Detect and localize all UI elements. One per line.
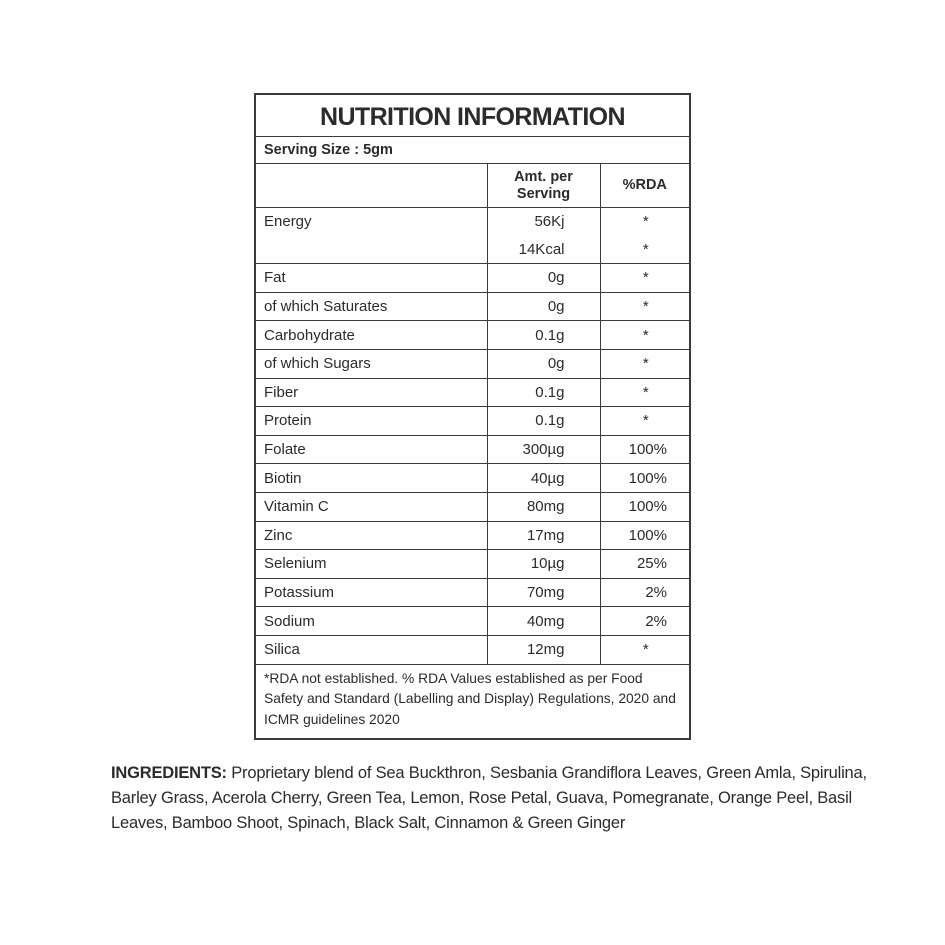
nutrient-rda: * — [600, 292, 689, 321]
nutrient-amount: 0g — [487, 292, 600, 321]
nutrient-name: of which Sugars — [256, 349, 487, 378]
table-row — [256, 292, 689, 321]
nutrient-amount: 40mg — [487, 607, 600, 636]
nutrient-rda: 100% — [600, 521, 689, 550]
nutrient-rda: 100% — [600, 492, 689, 521]
nutrient-name — [256, 236, 487, 264]
table-row — [256, 264, 689, 293]
nutrient-name: Vitamin C — [256, 492, 487, 521]
nutrient-name: Sodium — [256, 607, 487, 636]
nutrient-amount: 56Kj — [487, 208, 600, 236]
nutrient-name: Protein — [256, 407, 487, 436]
nutrient-rda: * — [600, 236, 689, 264]
column-header-amount: Amt. per Serving — [487, 164, 600, 208]
table-row — [256, 435, 689, 464]
ingredients-section — [111, 761, 871, 836]
table-body — [256, 208, 689, 665]
nutrient-amount: 12mg — [487, 635, 600, 664]
table-row — [256, 349, 689, 378]
nutrient-name: Potassium — [256, 578, 487, 607]
table-row — [256, 635, 689, 664]
nutrient-amount: 0.1g — [487, 407, 600, 436]
nutrient-amount: 0g — [487, 264, 600, 293]
nutrient-amount: 70mg — [487, 578, 600, 607]
nutrient-amount: 14Kcal — [487, 236, 600, 264]
table-row — [256, 550, 689, 579]
ingredients-label: INGREDIENTS: — [111, 764, 227, 782]
table-row — [256, 578, 689, 607]
nutrient-amount: 0g — [487, 349, 600, 378]
nutrient-name: Energy — [256, 208, 487, 236]
nutrient-rda: * — [600, 378, 689, 407]
nutrient-rda: 2% — [600, 578, 689, 607]
column-header-rda: %RDA — [600, 164, 689, 208]
table-row — [256, 378, 689, 407]
nutrient-name: Selenium — [256, 550, 487, 579]
nutrient-rda: 100% — [600, 435, 689, 464]
nutrient-amount: 17mg — [487, 521, 600, 550]
ingredients-text: Proprietary blend of Sea Buckthron, Sesbania Grandiflora Leaves, Green Amla, Spirulina, Barley Grass, Acerola Cherry, Green Tea, Lemon, Rose Petal, Guava, Pomegranate, Orange Peel, Basil Leaves, Bamboo Shoot, Spinach, Black Salt, Cinnamon & Green Ginger — [111, 764, 867, 832]
table-row — [256, 464, 689, 493]
nutrition-table — [256, 164, 689, 665]
nutrient-amount: 0.1g — [487, 378, 600, 407]
nutrient-name: of which Saturates — [256, 292, 487, 321]
nutrient-amount: 300µg — [487, 435, 600, 464]
nutrient-amount: 80mg — [487, 492, 600, 521]
nutrient-amount: 10µg — [487, 550, 600, 579]
nutrient-name: Folate — [256, 435, 487, 464]
serving-size: Serving Size : 5gm — [256, 137, 689, 164]
table-row — [256, 236, 689, 264]
nutrient-rda: 25% — [600, 550, 689, 579]
nutrient-rda: 2% — [600, 607, 689, 636]
nutrient-rda: * — [600, 407, 689, 436]
nutrient-rda: * — [600, 349, 689, 378]
nutrient-rda: 100% — [600, 464, 689, 493]
nutrient-amount: 40µg — [487, 464, 600, 493]
nutrient-amount: 0.1g — [487, 321, 600, 350]
nutrient-name: Fiber — [256, 378, 487, 407]
nutrient-rda: * — [600, 635, 689, 664]
nutrient-name: Carbohydrate — [256, 321, 487, 350]
panel-title: NUTRITION INFORMATION — [256, 95, 689, 137]
nutrient-name: Silica — [256, 635, 487, 664]
nutrient-rda: * — [600, 264, 689, 293]
table-row — [256, 492, 689, 521]
nutrient-name: Fat — [256, 264, 487, 293]
column-header-name — [256, 164, 487, 208]
nutrient-rda: * — [600, 321, 689, 350]
nutrient-name: Biotin — [256, 464, 487, 493]
table-row — [256, 208, 689, 236]
table-header-row — [256, 164, 689, 208]
table-row — [256, 521, 689, 550]
table-row — [256, 321, 689, 350]
table-row — [256, 607, 689, 636]
table-row — [256, 407, 689, 436]
nutrient-name: Zinc — [256, 521, 487, 550]
nutrition-panel — [254, 93, 691, 740]
footnote: *RDA not established. % RDA Values established as per Food Safety and Standard (Labelling and Display) Regulations, 2020 and ICMR guidelines 2020 — [264, 670, 676, 727]
nutrient-rda: * — [642, 213, 649, 231]
